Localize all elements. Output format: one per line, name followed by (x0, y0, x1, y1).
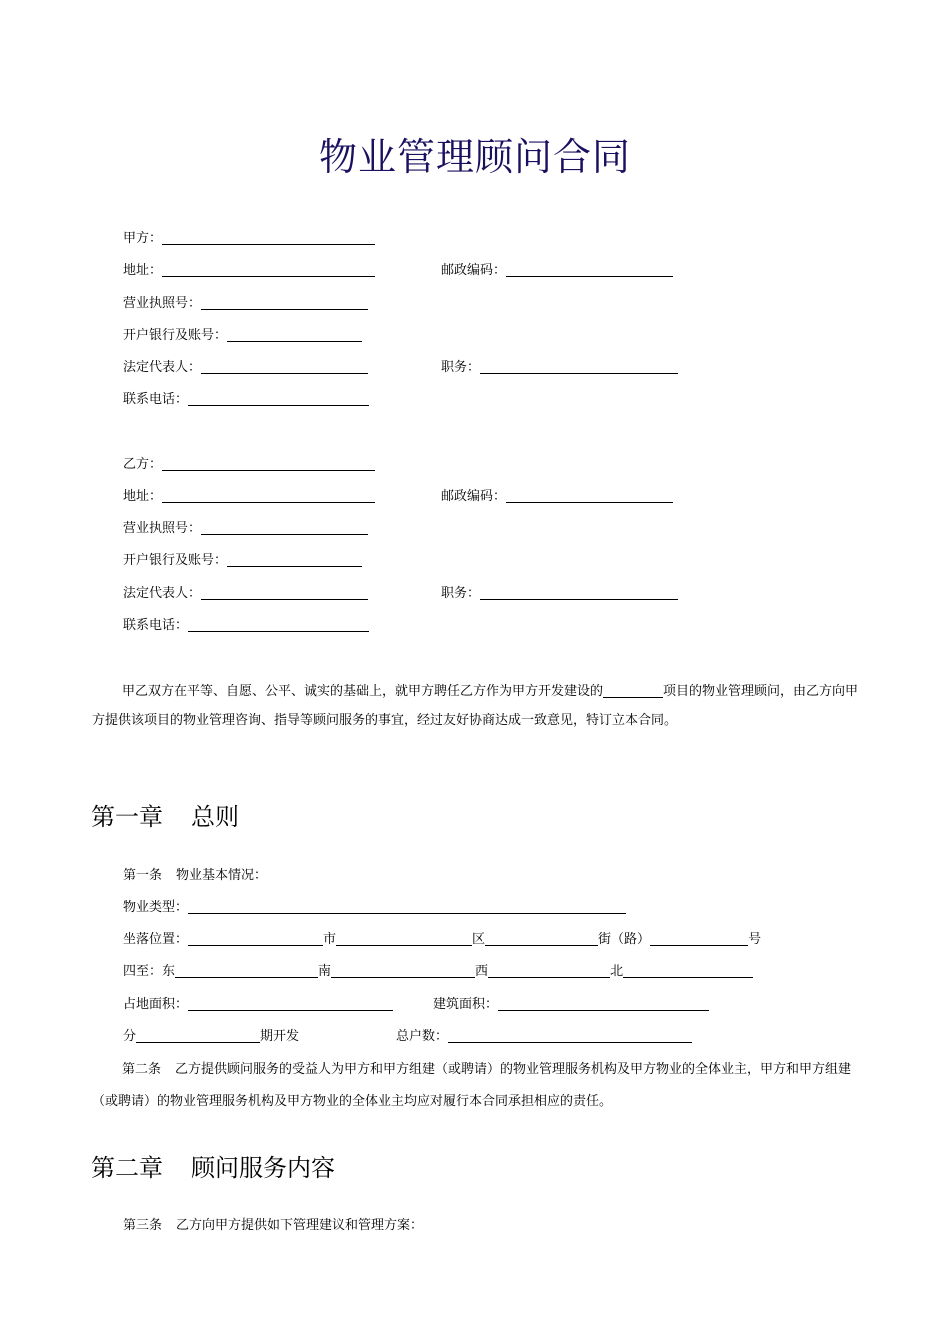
party-b-license-row (123, 521, 368, 537)
party-b-rep-row (123, 586, 368, 602)
party-a-license-blank[interactable] (201, 296, 368, 310)
party-b-position-label: 职务： (441, 586, 481, 601)
party-a-rep-blank[interactable] (201, 360, 368, 374)
party-a-address-label: 地址： (123, 263, 163, 278)
party-b-postcode-label: 邮政编码： (441, 489, 507, 504)
party-a-address-row (123, 263, 375, 279)
land-area-blank[interactable] (188, 997, 393, 1011)
party-b-phone-row (123, 618, 369, 634)
party-a-phone-blank[interactable] (188, 392, 369, 406)
party-b-postcode-row (441, 489, 673, 505)
contract-title: 物业管理顾问合同 (318, 135, 631, 179)
boundaries-label: 四至： (123, 964, 163, 979)
location-city-text: 市 (323, 932, 337, 947)
land-area-label: 占地面积： (123, 997, 189, 1012)
article-3-number: 第三条 (123, 1218, 163, 1233)
location-label: 坐落位置： (123, 932, 189, 947)
article-1-title: 物业基本情况： (176, 868, 268, 883)
party-a-postcode-blank[interactable] (506, 263, 673, 277)
location-district-text: 区 (472, 932, 486, 947)
phases-blank[interactable] (136, 1029, 260, 1043)
chapter-1-heading (91, 803, 239, 831)
boundary-east-text: 东 (162, 964, 176, 979)
chapter-2-number: 第二章 (91, 1154, 163, 1182)
party-b-bank-row (123, 553, 362, 569)
party-a-name-blank[interactable] (162, 231, 375, 245)
party-b-bank-label: 开户银行及账号： (123, 553, 228, 568)
article-2-number: 第二条 (122, 1062, 162, 1077)
party-a-license-row (123, 296, 368, 312)
boundary-south-text: 南 (318, 964, 332, 979)
article-2-paragraph (92, 1054, 862, 1118)
building-area-blank[interactable] (498, 997, 709, 1011)
location-number-text: 号 (748, 932, 762, 947)
party-b-license-blank[interactable] (201, 521, 368, 535)
article-2-text: 乙方提供顾问服务的受益人为甲方和甲方组建（或聘请）的物业管理服务机构及甲方物业的全体业主，甲方和甲方组建（或聘请）的物业管理服务机构及甲方物业的全体业主均应对履行本合同承担相应的责任。 (92, 1062, 852, 1109)
party-b-name-blank[interactable] (162, 457, 375, 471)
party-b-address-row (123, 489, 375, 505)
party-b-phone-label: 联系电话： (123, 618, 189, 633)
phases-suffix: 期开发 (260, 1029, 300, 1044)
property-type-label: 物业类型： (123, 900, 189, 915)
party-a-postcode-row (441, 263, 673, 279)
party-a-position-label: 职务： (441, 360, 481, 375)
preamble-text-1: 甲乙双方在平等、自愿、公平、诚实的基础上，就甲方聘任乙方作为甲方开发建设的 (122, 684, 604, 699)
party-b-rep-label: 法定代表人： (123, 586, 202, 601)
party-b-address-label: 地址： (123, 489, 163, 504)
property-type-row (123, 900, 626, 916)
households-blank[interactable] (448, 1029, 692, 1043)
location-street-text: 街（路） (598, 932, 651, 947)
party-b-name-row (123, 457, 375, 473)
chapter-1-title: 总则 (191, 803, 239, 831)
chapter-2-heading (91, 1154, 335, 1182)
party-a-name-row (123, 231, 375, 247)
party-a-phone-row (123, 392, 369, 408)
boundary-north-text: 北 (610, 964, 624, 979)
boundary-north-blank[interactable] (623, 964, 753, 978)
party-a-bank-label: 开户银行及账号： (123, 328, 228, 343)
party-a-position-row (441, 360, 678, 376)
boundary-east-blank[interactable] (175, 964, 318, 978)
preamble-paragraph (92, 677, 862, 735)
party-b-name-label: 乙方： (123, 457, 163, 472)
party-b-position-row (441, 586, 678, 602)
location-row (123, 932, 761, 948)
phases-prefix: 分 (123, 1029, 137, 1044)
preamble-text-2: 项目的物业管理顾问，由乙方向甲方提供该项目的物业管理咨询、指导等顾问服务的事宜，经过友好协商达成一致意见，特订立本合同。 (92, 684, 859, 728)
chapter-1-number: 第一章 (91, 803, 163, 831)
article-1-heading (123, 868, 267, 884)
land-area-row (123, 997, 393, 1013)
boundary-south-blank[interactable] (331, 964, 475, 978)
building-area-label: 建筑面积： (433, 997, 499, 1012)
location-street-blank[interactable] (485, 932, 598, 946)
party-b-address-blank[interactable] (162, 489, 375, 503)
party-a-position-blank[interactable] (480, 360, 678, 374)
location-city-blank[interactable] (188, 932, 323, 946)
boundary-west-blank[interactable] (488, 964, 610, 978)
phases-row (123, 1029, 299, 1045)
party-a-license-label: 营业执照号： (123, 296, 202, 311)
chapter-2-title: 顾问服务内容 (191, 1154, 335, 1182)
party-a-phone-label: 联系电话： (123, 392, 189, 407)
location-district-blank[interactable] (336, 932, 472, 946)
party-a-name-label: 甲方： (123, 231, 163, 246)
boundary-west-text: 西 (475, 964, 489, 979)
party-b-license-label: 营业执照号： (123, 521, 202, 536)
households-row (396, 1029, 692, 1045)
party-a-address-blank[interactable] (162, 263, 375, 277)
article-3-heading (123, 1218, 423, 1234)
party-b-postcode-blank[interactable] (506, 489, 673, 503)
party-b-position-blank[interactable] (480, 586, 678, 600)
party-b-rep-blank[interactable] (201, 586, 368, 600)
property-type-blank[interactable] (188, 900, 626, 914)
party-a-rep-row (123, 360, 368, 376)
article-1-number: 第一条 (123, 868, 163, 883)
party-b-phone-blank[interactable] (188, 618, 369, 632)
party-b-bank-blank[interactable] (227, 553, 362, 567)
party-a-bank-row (123, 328, 362, 344)
project-name-blank[interactable] (603, 684, 663, 698)
party-a-rep-label: 法定代表人： (123, 360, 202, 375)
boundaries-row (123, 964, 753, 980)
article-3-text: 乙方向甲方提供如下管理建议和管理方案： (176, 1218, 424, 1233)
party-a-bank-blank[interactable] (227, 328, 362, 342)
location-number-blank[interactable] (650, 932, 748, 946)
building-area-row (433, 997, 709, 1013)
party-a-postcode-label: 邮政编码： (441, 263, 507, 278)
households-label: 总户数： (396, 1029, 449, 1044)
